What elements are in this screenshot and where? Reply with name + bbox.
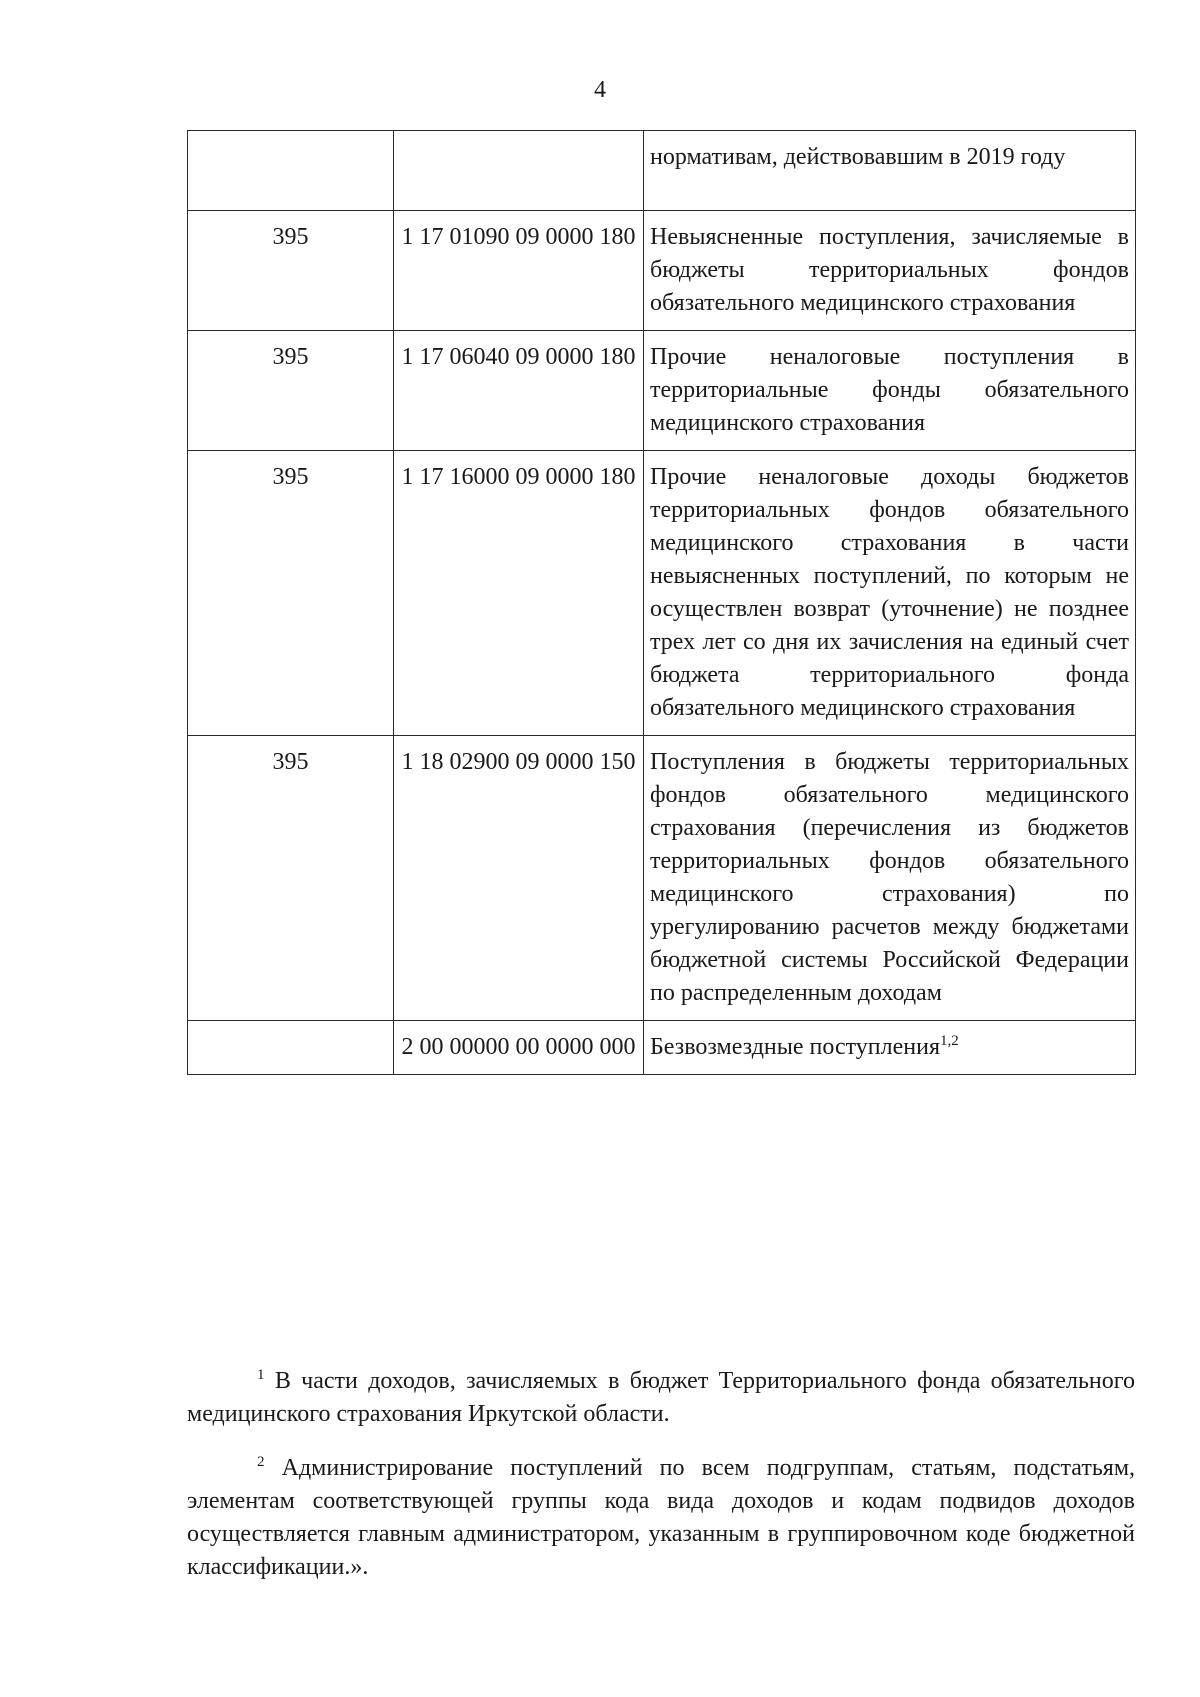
admin-code-cell bbox=[188, 131, 394, 211]
income-code-cell: 1 17 01090 09 0000 180 bbox=[394, 211, 644, 331]
income-name-cell: Поступления в бюджеты территориальных фондов обязательного медицинского страхования (перечисления из бюджетов территориальных фондов обязательного медицинского страхования) по урегулированию расчетов между бюджетами бюджетной системы Российской Федерации по распределенным доходам bbox=[644, 736, 1136, 1021]
income-name-cell: нормативам, действовавшим в 2019 году bbox=[644, 131, 1136, 211]
footnote-marker: 2 bbox=[257, 1454, 265, 1470]
income-name-cell bbox=[644, 1021, 1136, 1075]
income-name-cell: Невыясненные поступления, зачисляемые в бюджеты территориальных фондов обязательного медицинского страхования bbox=[644, 211, 1136, 331]
income-code-cell: 1 17 06040 09 0000 180 bbox=[394, 331, 644, 451]
admin-code-cell bbox=[188, 1021, 394, 1075]
footnote-reference: 1,2 bbox=[940, 1033, 959, 1049]
income-codes-table bbox=[187, 130, 1136, 1075]
table-row bbox=[188, 331, 1136, 451]
footnote-text: Администрирование поступлений по всем подгруппам, статьям, подстатьям, элементам соответствующей группы кода вида доходов и кодам подвидов доходов осуществляется главным администратором, указанным в группировочном коде бюджетной классификации.». bbox=[187, 1455, 1136, 1580]
income-name-text: Безвозмездные поступления bbox=[650, 1034, 940, 1060]
income-code-cell bbox=[394, 131, 644, 211]
footnote bbox=[187, 1452, 1135, 1584]
admin-code-cell: 395 bbox=[188, 211, 394, 331]
table-row bbox=[188, 451, 1136, 736]
footnote-text: В части доходов, зачисляемых в бюджет Территориального фонда обязательного медицинского страхования Иркутской области. bbox=[187, 1368, 1136, 1427]
table-row bbox=[188, 211, 1136, 331]
table-row bbox=[188, 736, 1136, 1021]
income-name-cell: Прочие неналоговые поступления в территориальные фонды обязательного медицинского страхования bbox=[644, 331, 1136, 451]
admin-code-cell: 395 bbox=[188, 736, 394, 1021]
income-name-cell: Прочие неналоговые доходы бюджетов территориальных фондов обязательного медицинского страхования в части невыясненных поступлений, по которым не осуществлен возврат (уточнение) не позднее трех лет со дня их зачисления на единый счет бюджета территориального фонда обязательного медицинского страхования bbox=[644, 451, 1136, 736]
table-row bbox=[188, 131, 1136, 211]
table-row bbox=[188, 1021, 1136, 1075]
footnote-marker: 1 bbox=[257, 1367, 265, 1383]
income-code-cell: 1 17 16000 09 0000 180 bbox=[394, 451, 644, 736]
admin-code-cell: 395 bbox=[188, 331, 394, 451]
footnotes bbox=[187, 1365, 1135, 1605]
income-code-cell: 2 00 00000 00 0000 000 bbox=[394, 1021, 644, 1075]
admin-code-cell: 395 bbox=[188, 451, 394, 736]
income-code-cell: 1 18 02900 09 0000 150 bbox=[394, 736, 644, 1021]
page-number: 4 bbox=[594, 77, 606, 103]
footnote bbox=[187, 1365, 1135, 1431]
